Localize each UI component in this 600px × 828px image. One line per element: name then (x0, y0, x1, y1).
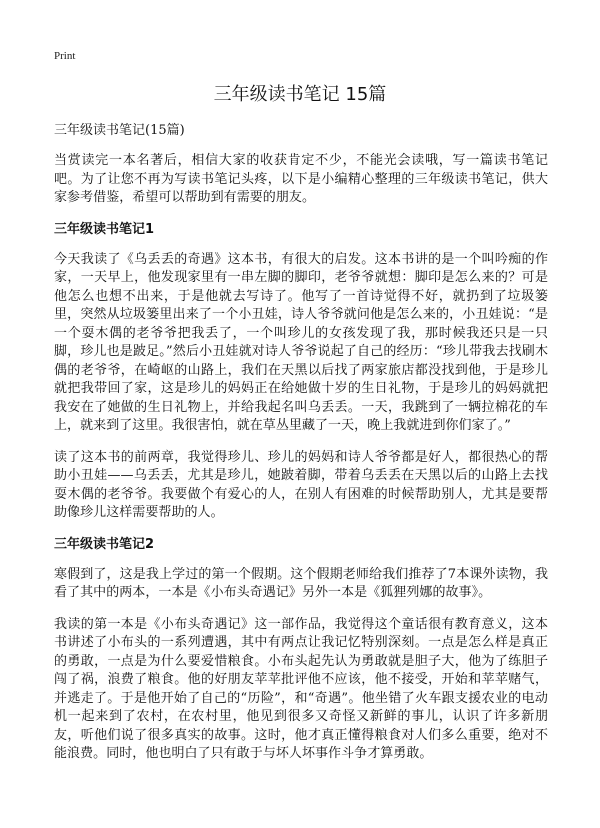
document-subtitle: 三年级读书笔记(15篇) (54, 123, 185, 138)
intro-paragraph: 当赏读完一本名著后，相信大家的收获肯定不少，不能光会读哦，写一篇读书笔记吧。为了让您不再为写读书笔记头疼，以下是小编精心整理的三年级读书笔记，供大家参考借鉴，希望可以帮助到有需要的朋友。 (54, 153, 548, 205)
document-content (54, 122, 548, 777)
page-title: 三年级读书笔记 15篇 (213, 84, 387, 105)
section-heading-2: 三年级读书笔记2 (54, 536, 155, 552)
section-2-paragraph-1: 寒假到了，这是我上学过的第一个假期。这个假期老师给我们推荐了7本课外读物，我看了其中的两本，一本是《小布头奇遇记》另外一本是《狐狸列娜的故事》。 (54, 566, 548, 600)
section-2-paragraph-2: 我读的第一本是《小布头奇遇记》这一部作品，我觉得这个童话很有教育意义，这本书讲述了小布头的一系列遭遇，其中有两点让我记忆特别深刻。一点是怎么样是真正的勇敢，一点是为什么要爱惜粮食。小布头起先认为勇敢就是胆子大，他为了练胆子闯了祸，浪费了粮食。他的好朋友苹苹批评他不应该，他不接受，开始和苹苹赌气，并逃走了。于是他开始了自己的“历险”，和“奇遇”。他坐错了火车跟支援农业的电动机一起来到了农村，在农村里，他见到很多又奇怪又新鲜的事儿，认识了许多新朋友，听他们说了很多真实的故事。这时，他才真正懂得粮食对人们多么重要，绝对不能浪费。同时，他也明白了只有敢于与坏人坏事作斗争才算勇敢。 (54, 616, 548, 761)
section-1-paragraph-2: 读了这本书的前两章，我觉得珍儿、珍儿的妈妈和诗人爷爷都是好人，都很热心的帮助小丑娃——乌丢丢，尤其是珍儿，她跛着脚，带着乌丢丢在天黑以后的山路上去找耍木偶的老爷爷。我要做个有爱心的人，在别人有困难的时候帮助别人，尤其是要帮助像珍儿这样需要帮助的人。 (54, 449, 548, 520)
section-heading-1: 三年级读书笔记1 (54, 221, 155, 237)
section-1-paragraph-1: 今天我读了《乌丢丢的奇遇》这本书，有很大的启发。这本书讲的是一个叫吟痴的作家，一天早上，他发现家里有一串左脚的脚印，老爷爷就想：脚印是怎么来的？可是他怎么也想不出来，于是他就去写诗了。他写了一首诗觉得不好，就扔到了垃圾篓里，突然从垃圾篓里出来了一个小丑娃，诗人爷爷就问他是怎么来的，小丑娃说：“是一个耍木偶的老爷爷把我丢了，一个叫珍儿的女孩发现了我，那时候我还只是一只脚，珍儿也是跛足。”然后小丑娃就对诗人爷爷说起了自己的经历：“珍儿带我去找刷木偶的老爷爷，在崎岖的山路上，我们在天黑以后找了两家旅店都没找到他，于是珍儿就把我带回了家，这是珍儿的妈妈正在给她做十岁的生日礼物，于是珍儿的妈妈就把我安在了她做的生日礼物上，并给我起名叫乌丢丢。一天，我跳到了一辆拉棉花的车上，就来到了这里。我很害怕，就在草丛里藏了一天，晚上我就进到你们家了。” (54, 251, 548, 433)
print-label[interactable]: Print (54, 50, 76, 62)
